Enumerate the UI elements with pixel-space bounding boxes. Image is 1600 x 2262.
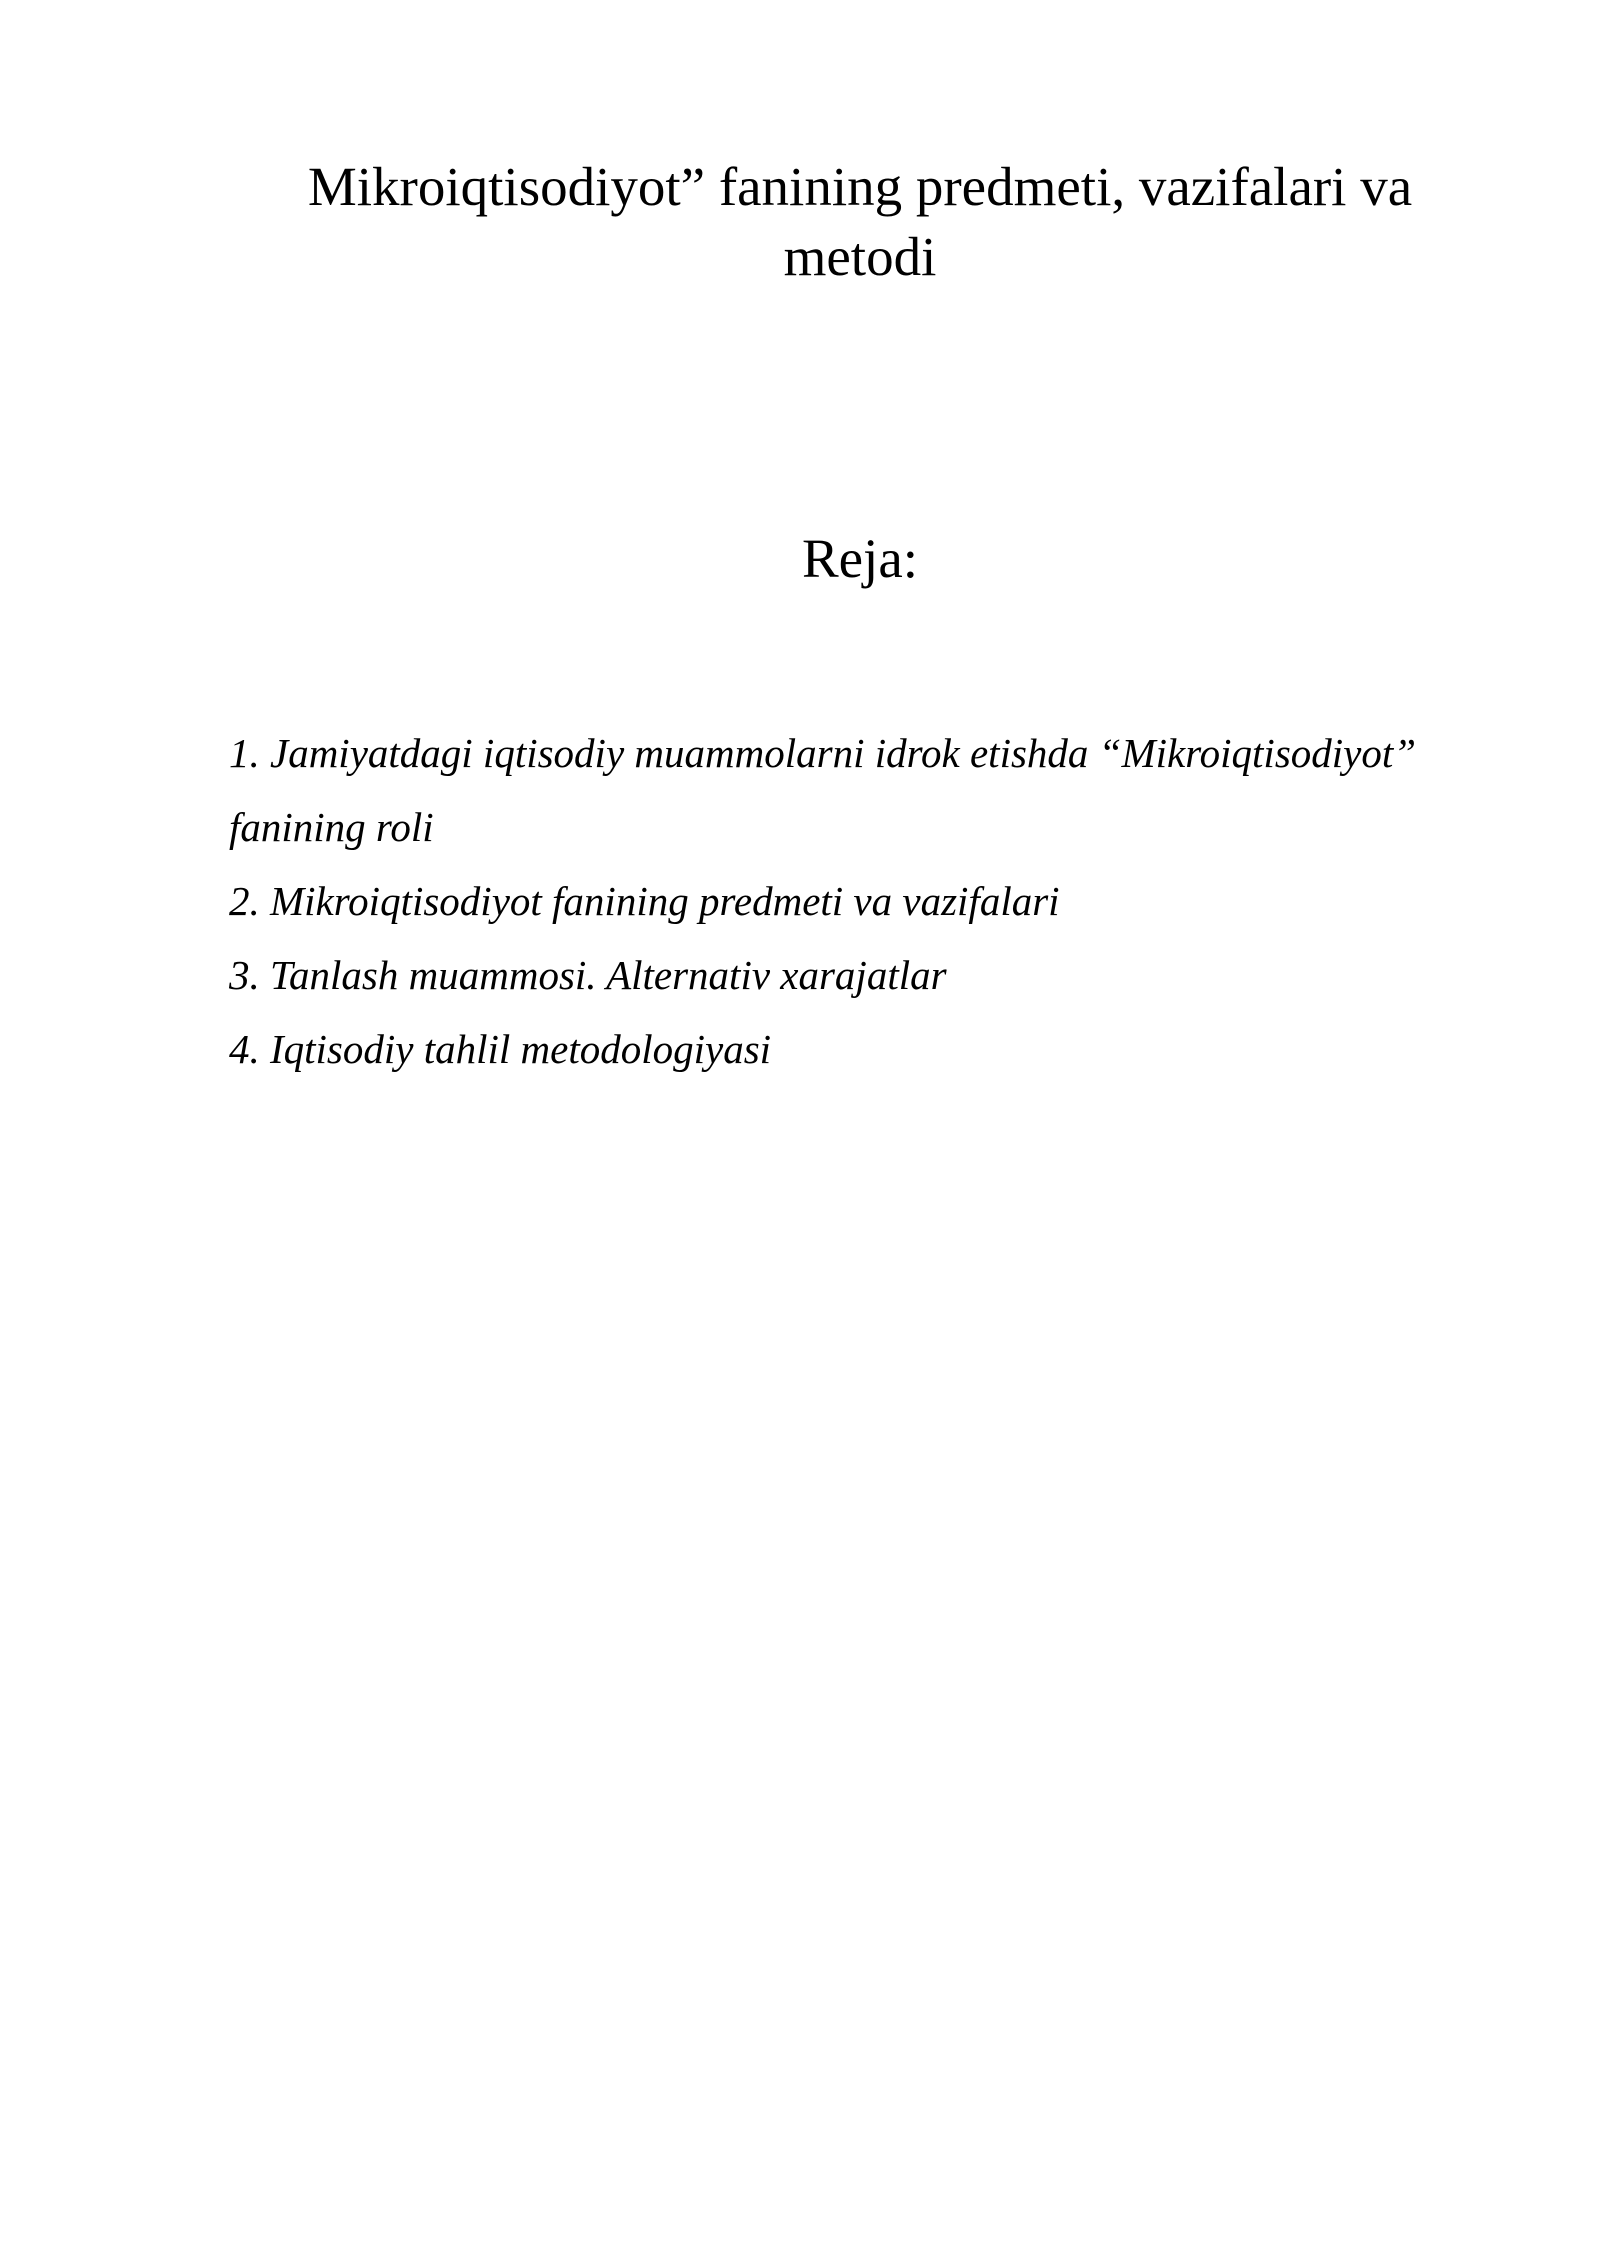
plan-item-2: 2. Mikroiqtisodiyot fanining predmeti va vazifalari xyxy=(229,878,1060,924)
plan-item-1 xyxy=(229,716,1529,864)
plan-list xyxy=(229,716,1529,1086)
plan-item-3: 3. Tanlash muammosi. Alternativ xarajatlar xyxy=(229,952,947,998)
plan-item-1-line-1: 1. Jamiyatdagi iqtisodiy muammolarni idrok etishda “Mikroiqtisodiyot” xyxy=(229,730,1417,776)
document-title-line-2: metodi xyxy=(783,226,937,287)
plan-heading: Reja: xyxy=(801,528,919,589)
plan-item-1-line-2: fanining roli xyxy=(229,804,434,850)
plan-item-4: 4. Iqtisodiy tahlil metodologiyasi xyxy=(229,1026,772,1072)
document-title xyxy=(230,152,1490,292)
document-title-line-1: Mikroiqtisodiyot” fanining predmeti, vazifalari va xyxy=(307,156,1413,217)
